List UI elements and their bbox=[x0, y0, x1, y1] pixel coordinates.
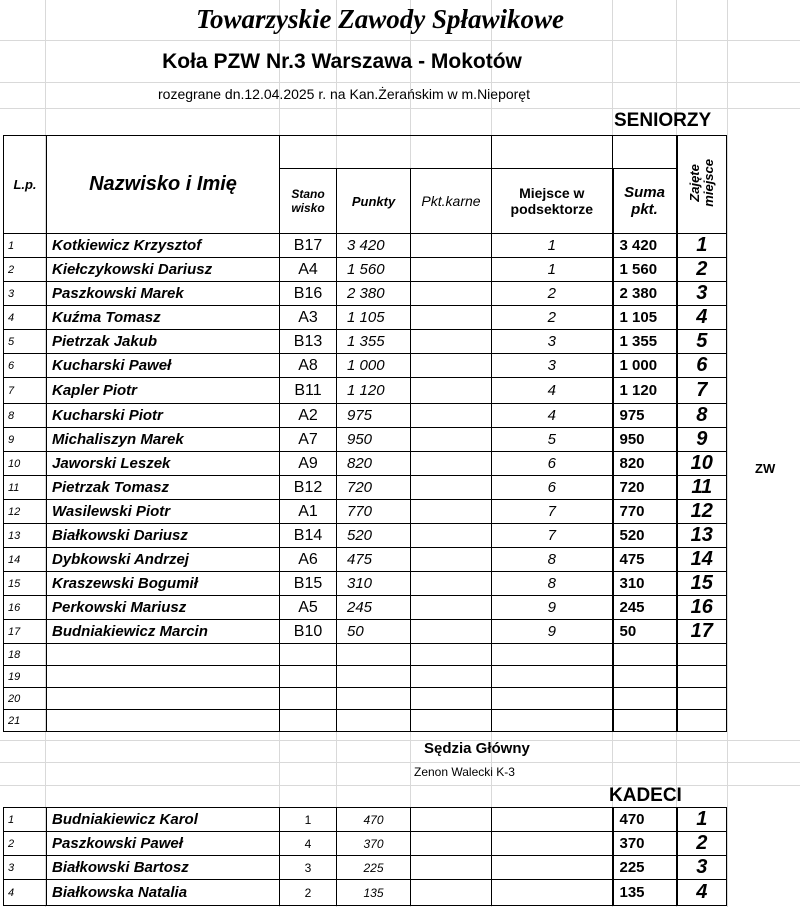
row-miejsce: 7 bbox=[492, 500, 613, 524]
seniors-table bbox=[3, 135, 727, 732]
row-miejsce bbox=[492, 666, 613, 688]
row-punkty: 1 355 bbox=[337, 330, 411, 354]
row-suma bbox=[613, 644, 677, 666]
row-miejsce bbox=[492, 688, 613, 710]
row-suma: 1 120 bbox=[613, 378, 677, 404]
row-suma: 1 560 bbox=[613, 258, 677, 282]
table-row bbox=[4, 596, 727, 620]
row-pkt-karne bbox=[411, 880, 492, 906]
row-miejsce: 4 bbox=[492, 378, 613, 404]
row-pkt-karne bbox=[411, 452, 492, 476]
row-stanowisko: A3 bbox=[280, 306, 337, 330]
row-miejsce bbox=[492, 710, 613, 732]
row-name: Wasilewski Piotr bbox=[47, 500, 280, 524]
row-miejsce: 6 bbox=[492, 452, 613, 476]
row-stanowisko bbox=[280, 644, 337, 666]
row-miejsce bbox=[492, 856, 613, 880]
row-miejsce bbox=[492, 832, 613, 856]
table-row bbox=[4, 476, 727, 500]
row-place: 14 bbox=[677, 548, 727, 572]
row-suma bbox=[613, 688, 677, 710]
row-punkty: 370 bbox=[337, 832, 411, 856]
row-pkt-karne bbox=[411, 644, 492, 666]
row-stanowisko: 3 bbox=[280, 856, 337, 880]
row-lp: 2 bbox=[4, 832, 47, 856]
row-lp: 10 bbox=[4, 452, 47, 476]
table-row bbox=[4, 856, 727, 880]
col-miejsce: Miejsce w podsektorze bbox=[492, 169, 613, 234]
row-name: Paszkowski Marek bbox=[47, 282, 280, 306]
row-lp: 15 bbox=[4, 572, 47, 596]
table-row bbox=[4, 234, 727, 258]
row-miejsce: 1 bbox=[492, 234, 613, 258]
row-name: Kuźma Tomasz bbox=[47, 306, 280, 330]
row-name: Pietrzak Tomasz bbox=[47, 476, 280, 500]
table-row bbox=[4, 500, 727, 524]
row-miejsce: 3 bbox=[492, 330, 613, 354]
row-suma: 225 bbox=[613, 856, 677, 880]
judge-name: Zenon Walecki K-3 bbox=[414, 765, 515, 779]
row-suma: 975 bbox=[613, 404, 677, 428]
row-pkt-karne bbox=[411, 620, 492, 644]
row-miejsce: 1 bbox=[492, 258, 613, 282]
row-lp: 17 bbox=[4, 620, 47, 644]
row-lp: 7 bbox=[4, 378, 47, 404]
row-name: Białkowski Dariusz bbox=[47, 524, 280, 548]
row-place: 13 bbox=[677, 524, 727, 548]
row-stanowisko: A6 bbox=[280, 548, 337, 572]
row-lp: 5 bbox=[4, 330, 47, 354]
table-row bbox=[4, 282, 727, 306]
row-suma: 50 bbox=[613, 620, 677, 644]
row-name bbox=[47, 644, 280, 666]
row-punkty: 950 bbox=[337, 428, 411, 452]
row-suma: 720 bbox=[613, 476, 677, 500]
row-stanowisko bbox=[280, 666, 337, 688]
row-pkt-karne bbox=[411, 234, 492, 258]
table-row bbox=[4, 354, 727, 378]
row-stanowisko: A2 bbox=[280, 404, 337, 428]
row-miejsce bbox=[492, 808, 613, 832]
row-place: 9 bbox=[677, 428, 727, 452]
row-punkty: 475 bbox=[337, 548, 411, 572]
row-pkt-karne bbox=[411, 856, 492, 880]
row-place: 16 bbox=[677, 596, 727, 620]
row-lp: 21 bbox=[4, 710, 47, 732]
row-suma bbox=[613, 710, 677, 732]
row-punkty bbox=[337, 666, 411, 688]
row-lp: 14 bbox=[4, 548, 47, 572]
row-place: 1 bbox=[677, 234, 727, 258]
row-place bbox=[677, 688, 727, 710]
row-stanowisko: B16 bbox=[280, 282, 337, 306]
row-suma: 245 bbox=[613, 596, 677, 620]
row-stanowisko: A5 bbox=[280, 596, 337, 620]
row-pkt-karne bbox=[411, 666, 492, 688]
row-place: 1 bbox=[677, 808, 727, 832]
row-lp: 2 bbox=[4, 258, 47, 282]
table-row bbox=[4, 306, 727, 330]
col-blank bbox=[492, 136, 613, 169]
row-miejsce: 6 bbox=[492, 476, 613, 500]
row-suma: 2 380 bbox=[613, 282, 677, 306]
row-name bbox=[47, 710, 280, 732]
col-zajete: Zajęte miejsce bbox=[677, 136, 727, 234]
row-lp: 18 bbox=[4, 644, 47, 666]
row-punkty: 1 120 bbox=[337, 378, 411, 404]
table-row bbox=[4, 404, 727, 428]
row-punkty: 470 bbox=[337, 808, 411, 832]
table-row bbox=[4, 452, 727, 476]
page-title: Towarzyskie Zawody Spławikowe bbox=[195, 4, 565, 34]
row-punkty: 770 bbox=[337, 500, 411, 524]
row-miejsce: 3 bbox=[492, 354, 613, 378]
row-name: Michaliszyn Marek bbox=[47, 428, 280, 452]
row-lp: 1 bbox=[4, 808, 47, 832]
row-place: 12 bbox=[677, 500, 727, 524]
row-lp: 4 bbox=[4, 306, 47, 330]
row-place: 4 bbox=[677, 306, 727, 330]
row-stanowisko: B10 bbox=[280, 620, 337, 644]
table-row bbox=[4, 548, 727, 572]
table-row bbox=[4, 524, 727, 548]
table-row bbox=[4, 666, 727, 688]
table-row bbox=[4, 688, 727, 710]
row-suma: 1 105 bbox=[613, 306, 677, 330]
row-miejsce: 8 bbox=[492, 572, 613, 596]
row-place: 3 bbox=[677, 856, 727, 880]
row-pkt-karne bbox=[411, 710, 492, 732]
row-name bbox=[47, 666, 280, 688]
row-name: Budniakiewicz Marcin bbox=[47, 620, 280, 644]
seniors-label: SENIORZY bbox=[614, 110, 712, 131]
cadets-table bbox=[3, 807, 727, 906]
row-miejsce bbox=[492, 644, 613, 666]
table-row bbox=[4, 832, 727, 856]
table-row bbox=[4, 644, 727, 666]
row-pkt-karne bbox=[411, 378, 492, 404]
row-lp: 4 bbox=[4, 880, 47, 906]
row-miejsce: 9 bbox=[492, 596, 613, 620]
row-miejsce: 9 bbox=[492, 620, 613, 644]
row-suma: 310 bbox=[613, 572, 677, 596]
table-row bbox=[4, 330, 727, 354]
row-lp: 19 bbox=[4, 666, 47, 688]
table-row bbox=[4, 572, 727, 596]
row-miejsce: 4 bbox=[492, 404, 613, 428]
row-place: 4 bbox=[677, 880, 727, 906]
row-place: 15 bbox=[677, 572, 727, 596]
page-subtitle: Koła PZW Nr.3 Warszawa - Mokotów bbox=[162, 50, 522, 73]
row-punkty: 2 380 bbox=[337, 282, 411, 306]
row-lp: 9 bbox=[4, 428, 47, 452]
row-pkt-karne bbox=[411, 596, 492, 620]
table-row bbox=[4, 808, 727, 832]
row-punkty: 1 560 bbox=[337, 258, 411, 282]
row-stanowisko bbox=[280, 688, 337, 710]
row-place: 7 bbox=[677, 378, 727, 404]
row-place: 17 bbox=[677, 620, 727, 644]
row-name: Kucharski Paweł bbox=[47, 354, 280, 378]
row-stanowisko: A8 bbox=[280, 354, 337, 378]
row-name: Paszkowski Paweł bbox=[47, 832, 280, 856]
row-name: Białkowska Natalia bbox=[47, 880, 280, 906]
row-suma: 820 bbox=[613, 452, 677, 476]
row-suma: 770 bbox=[613, 500, 677, 524]
row-punkty: 135 bbox=[337, 880, 411, 906]
row-lp: 6 bbox=[4, 354, 47, 378]
row-name: Białkowski Bartosz bbox=[47, 856, 280, 880]
row-lp: 1 bbox=[4, 234, 47, 258]
row-lp: 3 bbox=[4, 856, 47, 880]
row-stanowisko bbox=[280, 710, 337, 732]
row-stanowisko: A7 bbox=[280, 428, 337, 452]
row-place bbox=[677, 644, 727, 666]
row-miejsce: 7 bbox=[492, 524, 613, 548]
col-lp: L.p. bbox=[4, 136, 47, 234]
row-pkt-karne bbox=[411, 476, 492, 500]
row-miejsce: 5 bbox=[492, 428, 613, 452]
row-stanowisko: A4 bbox=[280, 258, 337, 282]
table-row bbox=[4, 880, 727, 906]
row-place: 5 bbox=[677, 330, 727, 354]
judge-title: Sędzia Główny bbox=[424, 740, 530, 757]
event-info: rozegrane dn.12.04.2025 r. na Kan.Żerańskim w m.Nieporęt bbox=[158, 86, 530, 102]
row-suma: 135 bbox=[613, 880, 677, 906]
row-punkty: 50 bbox=[337, 620, 411, 644]
row-stanowisko: B12 bbox=[280, 476, 337, 500]
row-lp: 13 bbox=[4, 524, 47, 548]
row-stanowisko: 1 bbox=[280, 808, 337, 832]
row-place: 2 bbox=[677, 258, 727, 282]
row-stanowisko: 4 bbox=[280, 832, 337, 856]
row-punkty: 245 bbox=[337, 596, 411, 620]
row-pkt-karne bbox=[411, 524, 492, 548]
row-name: Perkowski Mariusz bbox=[47, 596, 280, 620]
row-pkt-karne bbox=[411, 808, 492, 832]
row-lp: 12 bbox=[4, 500, 47, 524]
row-suma: 470 bbox=[613, 808, 677, 832]
row-punkty: 310 bbox=[337, 572, 411, 596]
col-suma: Suma pkt. bbox=[613, 169, 677, 234]
row-place: 8 bbox=[677, 404, 727, 428]
col-name: Nazwisko i Imię bbox=[47, 136, 280, 234]
row-pkt-karne bbox=[411, 404, 492, 428]
row-pkt-karne bbox=[411, 548, 492, 572]
row-pkt-karne bbox=[411, 832, 492, 856]
cadets-label: KADECI bbox=[609, 785, 682, 806]
row-lp: 11 bbox=[4, 476, 47, 500]
row-punkty bbox=[337, 644, 411, 666]
table-row bbox=[4, 428, 727, 452]
row-place: 10 bbox=[677, 452, 727, 476]
row-punkty: 1 105 bbox=[337, 306, 411, 330]
row-suma: 1 355 bbox=[613, 330, 677, 354]
row-stanowisko: B11 bbox=[280, 378, 337, 404]
row-pkt-karne bbox=[411, 330, 492, 354]
row-punkty: 975 bbox=[337, 404, 411, 428]
row-pkt-karne bbox=[411, 428, 492, 452]
row-pkt-karne bbox=[411, 572, 492, 596]
row-miejsce: 2 bbox=[492, 282, 613, 306]
side-note: ZW bbox=[755, 461, 776, 476]
row-punkty: 3 420 bbox=[337, 234, 411, 258]
row-pkt-karne bbox=[411, 258, 492, 282]
row-punkty: 225 bbox=[337, 856, 411, 880]
row-lp: 16 bbox=[4, 596, 47, 620]
row-name: Budniakiewicz Karol bbox=[47, 808, 280, 832]
row-miejsce: 2 bbox=[492, 306, 613, 330]
row-name: Kucharski Piotr bbox=[47, 404, 280, 428]
row-name: Kraszewski Bogumił bbox=[47, 572, 280, 596]
row-suma: 475 bbox=[613, 548, 677, 572]
row-stanowisko: B14 bbox=[280, 524, 337, 548]
row-pkt-karne bbox=[411, 306, 492, 330]
row-name: Dybkowski Andrzej bbox=[47, 548, 280, 572]
row-place bbox=[677, 666, 727, 688]
col-blank-2 bbox=[613, 136, 677, 169]
row-stanowisko: B13 bbox=[280, 330, 337, 354]
col-pkt-karne: Pkt.karne bbox=[411, 169, 492, 234]
table-row bbox=[4, 620, 727, 644]
row-suma: 3 420 bbox=[613, 234, 677, 258]
row-pkt-karne bbox=[411, 282, 492, 306]
table-row bbox=[4, 258, 727, 282]
row-punkty: 820 bbox=[337, 452, 411, 476]
row-stanowisko: B17 bbox=[280, 234, 337, 258]
row-place: 3 bbox=[677, 282, 727, 306]
row-pkt-karne bbox=[411, 688, 492, 710]
row-place bbox=[677, 710, 727, 732]
row-name: Pietrzak Jakub bbox=[47, 330, 280, 354]
row-suma: 370 bbox=[613, 832, 677, 856]
row-name: Kiełczykowski Dariusz bbox=[47, 258, 280, 282]
row-suma: 950 bbox=[613, 428, 677, 452]
row-lp: 8 bbox=[4, 404, 47, 428]
row-pkt-karne bbox=[411, 500, 492, 524]
col-punkty: Punkty bbox=[337, 169, 411, 234]
row-punkty bbox=[337, 710, 411, 732]
row-punkty: 720 bbox=[337, 476, 411, 500]
row-punkty: 1 000 bbox=[337, 354, 411, 378]
row-place: 2 bbox=[677, 832, 727, 856]
table-row bbox=[4, 710, 727, 732]
row-miejsce bbox=[492, 880, 613, 906]
row-punkty: 520 bbox=[337, 524, 411, 548]
row-suma bbox=[613, 666, 677, 688]
row-suma: 520 bbox=[613, 524, 677, 548]
row-name: Kotkiewicz Krzysztof bbox=[47, 234, 280, 258]
row-lp: 3 bbox=[4, 282, 47, 306]
row-punkty bbox=[337, 688, 411, 710]
col-group-blank bbox=[280, 136, 492, 169]
row-miejsce: 8 bbox=[492, 548, 613, 572]
row-place: 11 bbox=[677, 476, 727, 500]
table-row bbox=[4, 378, 727, 404]
row-name: Kapler Piotr bbox=[47, 378, 280, 404]
row-stanowisko: 2 bbox=[280, 880, 337, 906]
col-stanowisko: Stano wisko bbox=[280, 169, 337, 234]
row-lp: 20 bbox=[4, 688, 47, 710]
row-name: Jaworski Leszek bbox=[47, 452, 280, 476]
row-stanowisko: A1 bbox=[280, 500, 337, 524]
row-name bbox=[47, 688, 280, 710]
row-place: 6 bbox=[677, 354, 727, 378]
row-stanowisko: A9 bbox=[280, 452, 337, 476]
row-pkt-karne bbox=[411, 354, 492, 378]
row-stanowisko: B15 bbox=[280, 572, 337, 596]
row-suma: 1 000 bbox=[613, 354, 677, 378]
